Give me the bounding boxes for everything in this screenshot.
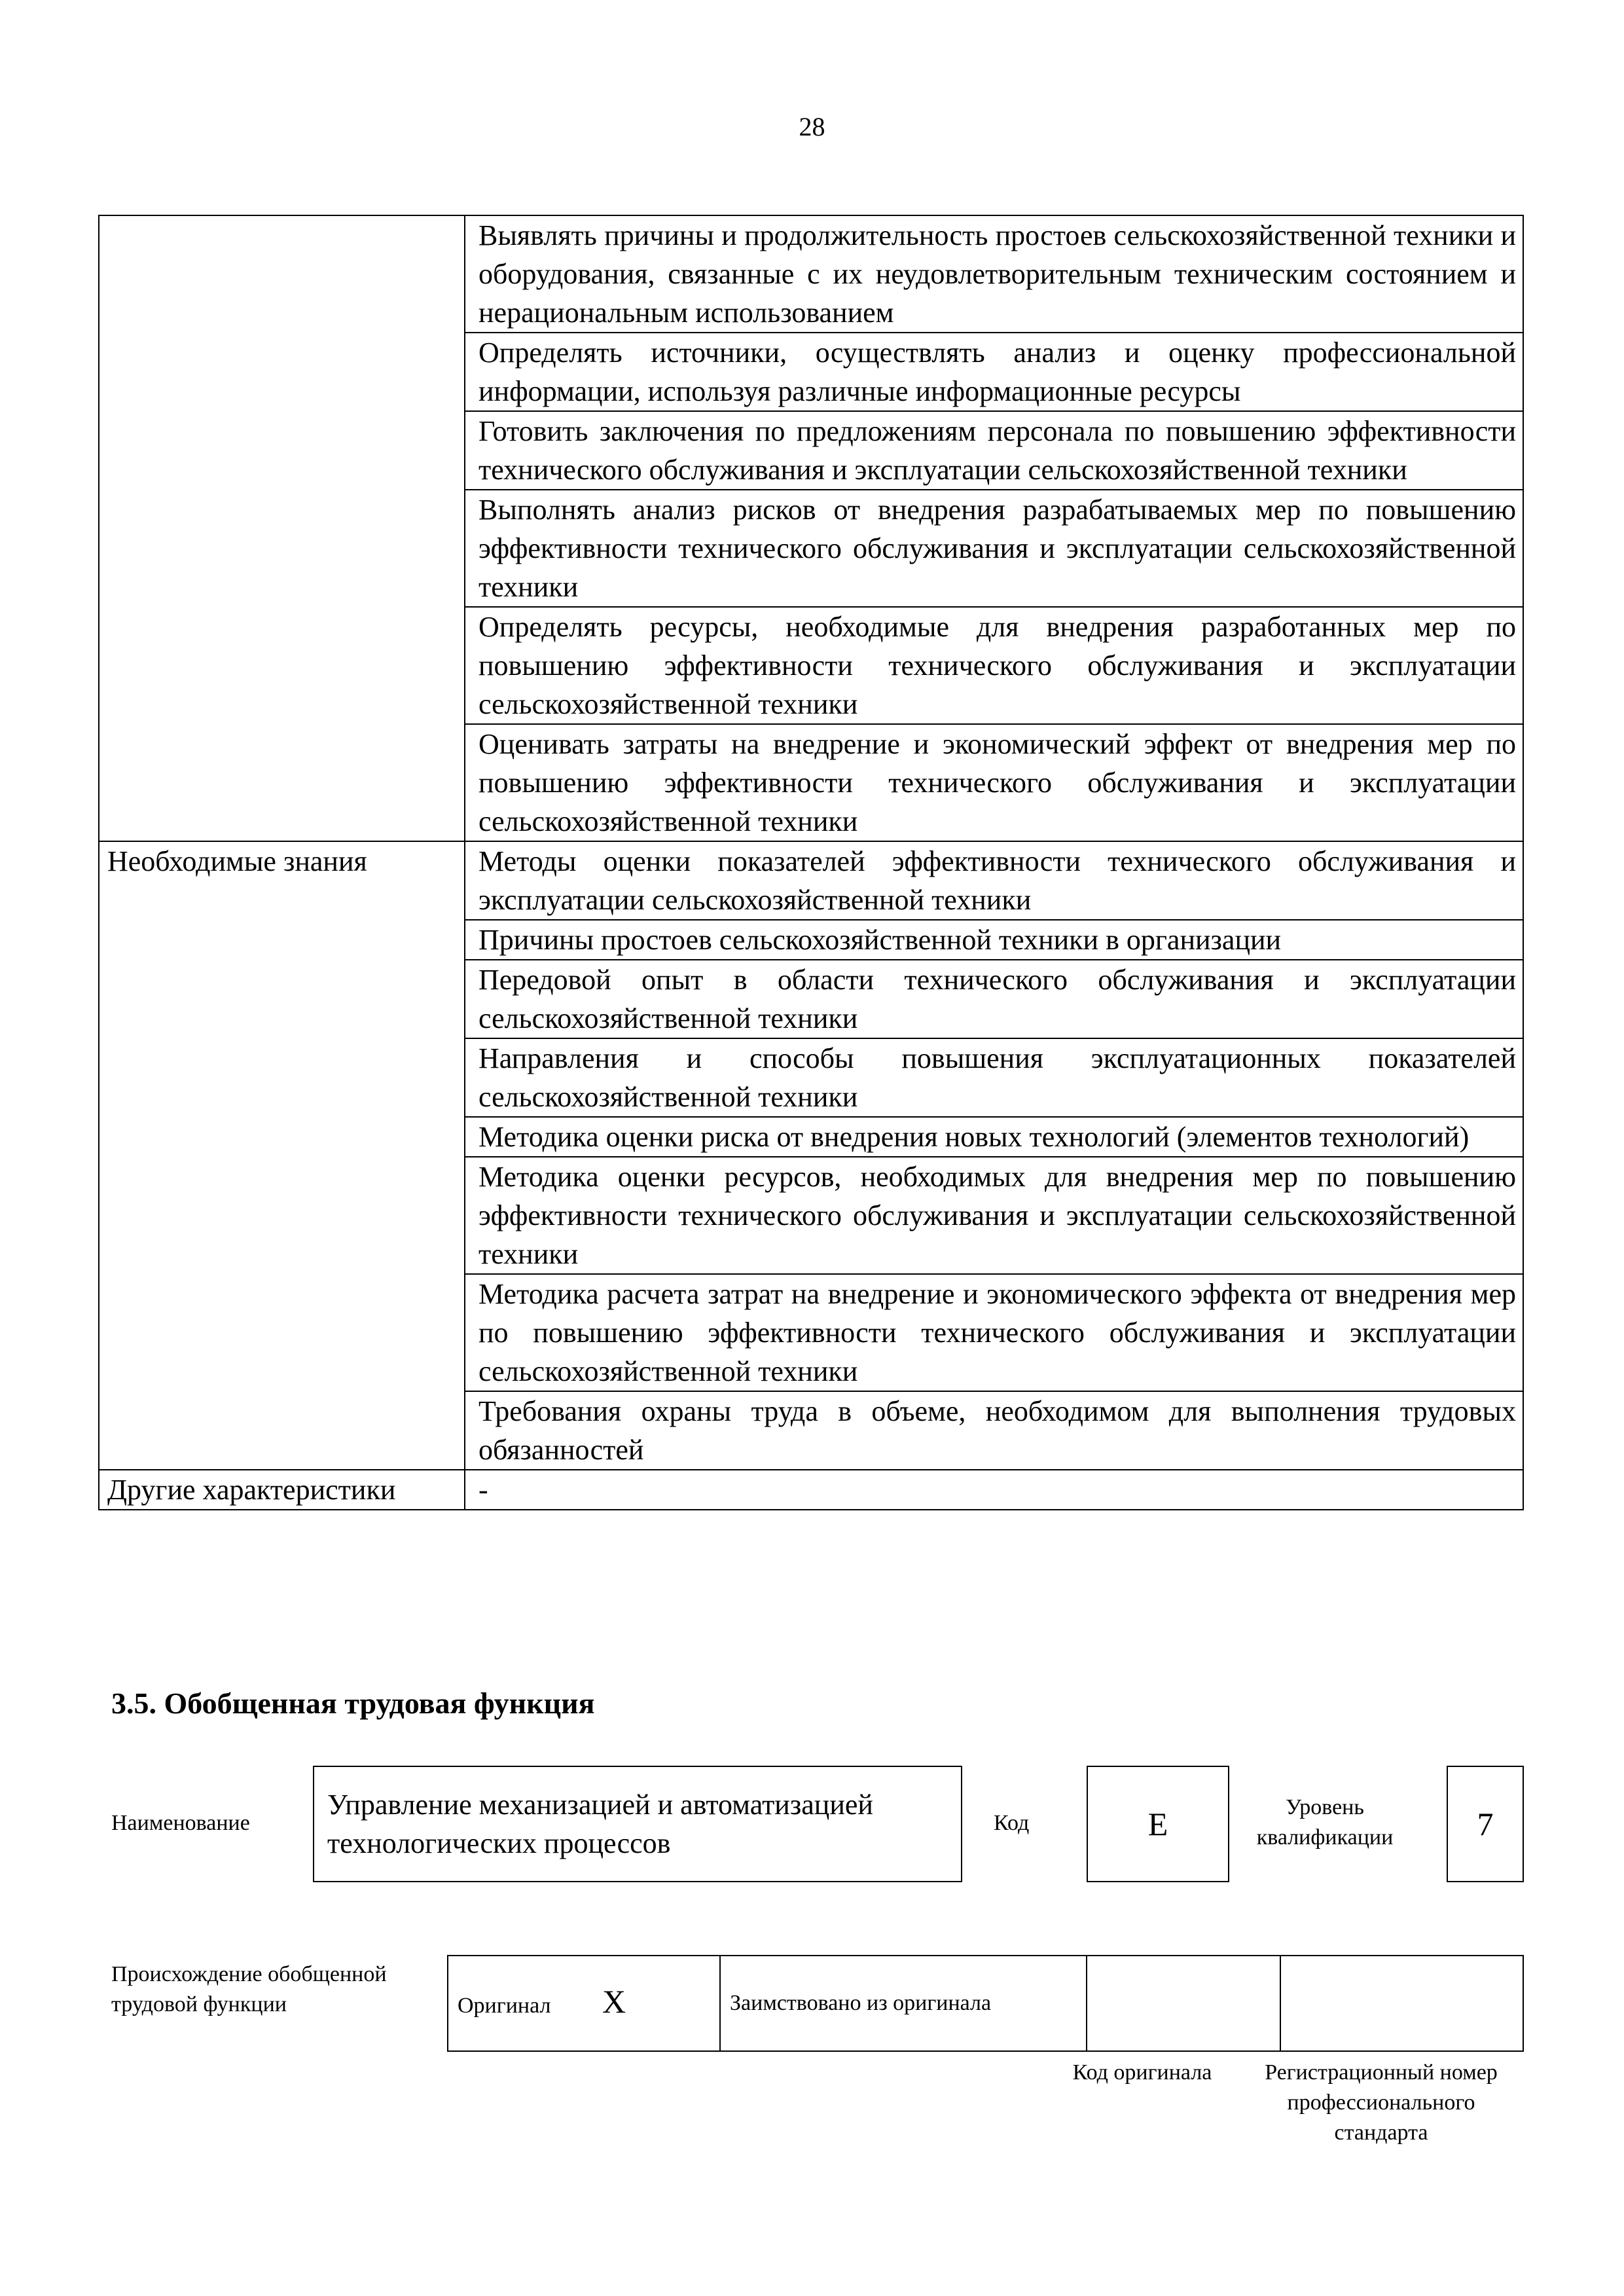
competency-table bbox=[98, 215, 1524, 1510]
borrowed-label: Заимствовано из оригинала bbox=[730, 1991, 992, 2015]
table-cell: Передовой опыт в области технического обслуживания и эксплуатации сельскохозяйственной техники bbox=[465, 960, 1523, 1038]
level-value: 7 bbox=[1477, 1806, 1494, 1842]
name-field bbox=[313, 1766, 962, 1882]
original-cell bbox=[448, 1956, 720, 2051]
name-label: Наименование bbox=[111, 1811, 250, 1835]
name-value: Управление механизацией и автоматизацией технологических процессов bbox=[327, 1789, 873, 1859]
level-field bbox=[1447, 1766, 1524, 1882]
reg-number-cell bbox=[1280, 1956, 1523, 2051]
table-cell: Методика оценки риска от внедрения новых технологий (элементов технологий) bbox=[465, 1117, 1523, 1157]
table-cell: Требования охраны труда в объеме, необходимом для выполнения трудовых обязанностей bbox=[465, 1391, 1523, 1470]
table-cell: Определять источники, осуществлять анализ и оценку профессиональной информации, используя различные информационные ресурсы bbox=[465, 333, 1523, 411]
table-cell: Методика оценки ресурсов, необходимых для внедрения мер по повышению эффективности технического обслуживания и эксплуатации сельскохозяйственной техники bbox=[465, 1157, 1523, 1274]
table-row bbox=[99, 215, 1523, 333]
original-mark: X bbox=[602, 1982, 626, 2020]
table-cell: Готовить заключения по предложениям персонала по повышению эффективности технического обслуживания и эксплуатации сельскохозяйственной техники bbox=[465, 411, 1523, 490]
table-cell: - bbox=[465, 1470, 1523, 1510]
level-label: Уровень квалификации bbox=[1256, 1795, 1394, 1850]
section-title: 3.5. Обобщенная трудовая функция bbox=[111, 1686, 595, 1720]
table-cell: Причины простоев сельскохозяйственной техники в организации bbox=[465, 920, 1523, 960]
table-cell: Выявлять причины и продолжительность простоев сельскохозяйственной техники и оборудования, связанные с их неудовлетворительным техническим состоянием и нерациональным использованием bbox=[465, 215, 1523, 333]
row-label: Другие характеристики bbox=[99, 1470, 465, 1510]
code-label: Код bbox=[994, 1811, 1030, 1835]
original-label: Оригинал bbox=[458, 1993, 551, 2018]
borrowed-cell bbox=[720, 1956, 1087, 2051]
origin-label: Происхождение обобщенной трудовой функции bbox=[111, 1962, 387, 2016]
table-row bbox=[99, 841, 1523, 920]
table-cell: Методика расчета затрат на внедрение и экономического эффекта от внедрения мер по повышению эффективности технического обслуживания и эксплуатации сельскохозяйственной техники bbox=[465, 1274, 1523, 1391]
code-value: E bbox=[1147, 1806, 1168, 1842]
table-row bbox=[99, 1470, 1523, 1510]
code-field bbox=[1087, 1766, 1229, 1882]
table-cell: Методы оценки показателей эффективности технического обслуживания и эксплуатации сельскохозяйственной техники bbox=[465, 841, 1523, 920]
table-cell: Оценивать затраты на внедрение и экономический эффект от внедрения мер по повышению эффективности технического обслуживания и эксплуатации сельскохозяйственной техники bbox=[465, 724, 1523, 841]
code-original-caption: Код оригинала bbox=[1072, 2060, 1212, 2085]
reg-number-caption: Регистрационный номер профессионального стандарта bbox=[1265, 2060, 1498, 2145]
table-cell: Определять ресурсы, необходимые для внедрения разработанных мер по повышению эффективности технического обслуживания и эксплуатации сельскохозяйственной техники bbox=[465, 607, 1523, 724]
table-cell: Выполнять анализ рисков от внедрения разрабатываемых мер по повышению эффективности технического обслуживания и эксплуатации сельскохозяйственной техники bbox=[465, 490, 1523, 607]
code-original-cell bbox=[1087, 1956, 1280, 2051]
origin-table bbox=[447, 1955, 1524, 2052]
row-label bbox=[99, 215, 465, 841]
row-label: Необходимые знания bbox=[99, 841, 465, 1470]
table-cell: Направления и способы повышения эксплуатационных показателей сельскохозяйственной техники bbox=[465, 1038, 1523, 1117]
page-number: 28 bbox=[799, 112, 825, 141]
